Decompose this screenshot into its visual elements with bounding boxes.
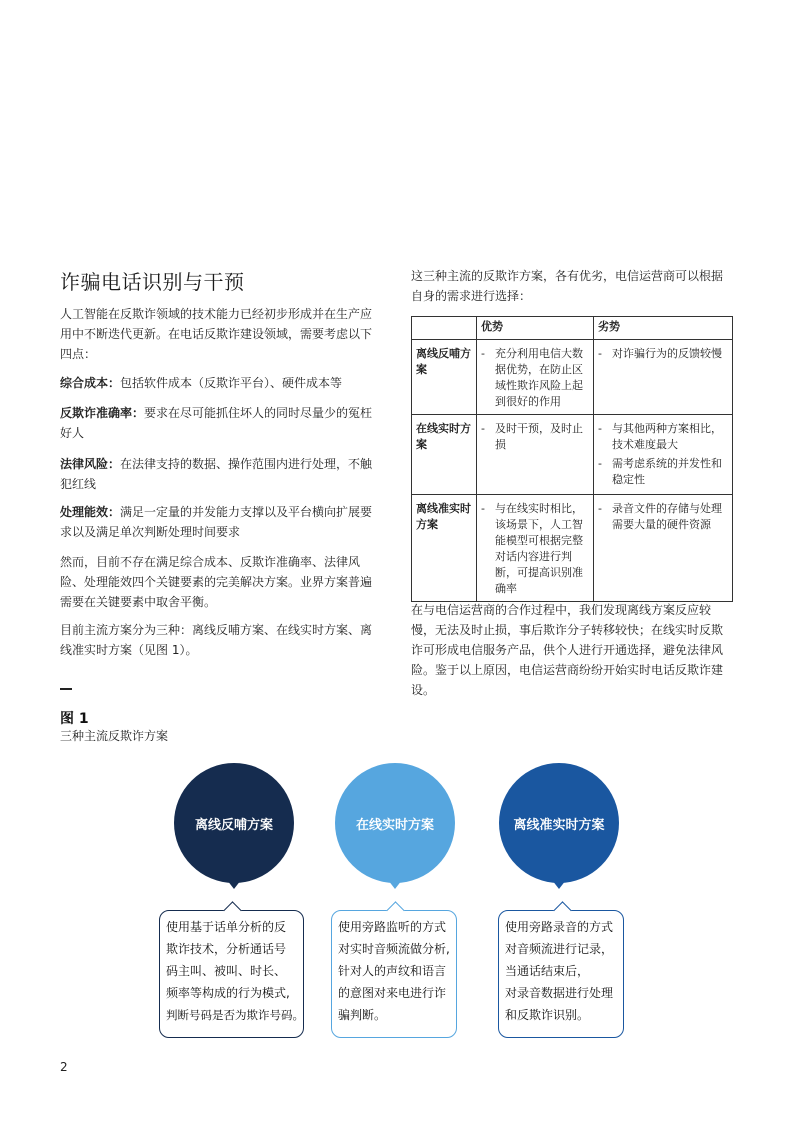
pros-item: 充分利用电信大数据优势，在防止区域性欺诈风险上起到很好的作用: [495, 347, 583, 408]
point-desc: 包括软件成本（反欺诈平台）、硬件成本等: [120, 376, 343, 390]
cons-item: 需考虑系统的并发性和稳定性: [612, 457, 722, 486]
bullet-dash: -: [598, 502, 602, 515]
desc-line: 码主叫、被叫、时长、: [166, 964, 287, 978]
bullet-dash: -: [481, 422, 485, 435]
pointer-triangle: [227, 880, 241, 889]
point-desc: 满足一定量的并发能力支撑以及平台横向扩展要求以及满足单次判断处理时间要求: [60, 505, 373, 539]
desc-line: 和反欺诈识别。: [505, 1008, 590, 1022]
desc-line: 使用基于话单分析的反: [166, 920, 287, 934]
point-legal-risk: [60, 454, 382, 494]
point-term: 综合成本：: [60, 376, 121, 390]
figure-caption: 三种主流反欺诈方案: [60, 729, 169, 743]
table-row: [412, 340, 733, 415]
table-row: [412, 495, 733, 602]
intro-paragraph: 人工智能在反欺诈领域的技术能力已经初步形成并在生产应用中不断迭代更新。在电话反欺诈建设领域，需要考虑以下四点：: [60, 307, 373, 361]
pros-item: 及时干预，及时止损: [495, 422, 583, 451]
scheme-name: 在线实时方案: [355, 817, 434, 833]
table-header-row: [412, 317, 733, 340]
point-desc: 在法律支持的数据、操作范围内进行处理，不触犯红线: [60, 457, 373, 491]
row-cons: [594, 495, 733, 602]
point-desc: 要求在尽可能抓住坏人的同时尽量少的冤枉好人: [60, 406, 373, 440]
scheme-description-card: [331, 910, 457, 1038]
cons-item: 录音文件的存储与处理需要大量的硬件资源: [612, 502, 722, 531]
scheme-description-card: [498, 910, 624, 1038]
desc-line: 频率等构成的行为模式,: [166, 986, 290, 1000]
figure-label: 图 1: [60, 711, 89, 727]
desc-line: 对录音数据进行处理: [505, 986, 614, 1000]
table-intro: 这三种主流的反欺诈方案，各有优劣，电信运营商可以根据自身的需求进行选择：: [411, 269, 724, 303]
table-header-pros: 优势: [477, 317, 594, 340]
point-efficiency: [60, 502, 382, 542]
table-row: [412, 415, 733, 495]
desc-line: 使用旁路监听的方式: [338, 920, 447, 934]
desc-line: 骗判断。: [338, 1008, 387, 1022]
scheme-name: 离线准实时方案: [513, 817, 605, 833]
bullet-dash: -: [481, 347, 485, 360]
row-cons: [594, 340, 733, 415]
scheme-description-card: [159, 910, 304, 1038]
comparison-table: [411, 316, 733, 602]
table-header-cons: 劣势: [594, 317, 733, 340]
pointer-triangle: [388, 880, 402, 889]
page-number: 2: [60, 1060, 68, 1074]
scheme-name: 离线反哺方案: [194, 817, 273, 833]
desc-line: 针对人的声纹和语言: [338, 964, 447, 978]
mainstream-paragraph: 目前主流方案分为三种：离线反哺方案、在线实时方案、离线准实时方案（见图 1）。: [60, 623, 373, 657]
desc-line: 使用旁路录音的方式: [505, 920, 614, 934]
desc-line: 判断号码是否为欺诈号码。: [166, 1008, 304, 1022]
row-cons: [594, 415, 733, 495]
scheme-circle-offline: [174, 763, 294, 883]
conclusion-paragraph: 在与电信运营商的合作过程中，我们发现离线方案反应较慢，无法及时止损，事后欺诈分子转移较快；在线实时反欺诈可形成电信服务产品，供个人进行开通选择，避免法律风险。鉴于以上原因，电信运营商纷纷开始实时电话反欺诈建设。: [411, 603, 724, 697]
bullet-dash: -: [598, 347, 602, 360]
point-term: 法律风险：: [60, 457, 121, 471]
desc-line: 的意图对来电进行诈: [338, 986, 447, 1000]
desc-line: 对音频流进行记录，: [505, 942, 614, 956]
scheme-circle-online: [335, 763, 455, 883]
point-term: 反欺诈准确率：: [60, 406, 145, 420]
row-pros: [477, 415, 594, 495]
balance-paragraph: 然而，目前不存在满足综合成本、反欺诈准确率、法律风险、处理能效四个关键要素的完美解决方案。业界方案普遍需要在关键要素中取舍平衡。: [60, 555, 373, 609]
cons-item: 对诈骗行为的反馈较慢: [612, 347, 722, 360]
desc-line: 欺诈技术，分析通话号: [166, 942, 287, 956]
bullet-dash: -: [481, 502, 485, 515]
point-cost: [60, 373, 382, 393]
figure-divider: [60, 688, 72, 690]
row-scheme-name: 离线准实时方案: [412, 495, 477, 602]
pointer-triangle: [552, 880, 566, 889]
point-term: 处理能效：: [60, 505, 121, 519]
table-header-empty: [412, 317, 477, 340]
row-scheme-name: 在线实时方案: [412, 415, 477, 495]
row-scheme-name: 离线反哺方案: [412, 340, 477, 415]
point-accuracy: [60, 403, 382, 443]
bullet-dash: -: [598, 457, 602, 470]
bullet-dash: -: [598, 422, 602, 435]
desc-line: 对实时音频流做分析,: [338, 942, 450, 956]
cons-item: 与其他两种方案相比，技术难度最大: [612, 422, 722, 451]
desc-line: 当通话结束后，: [505, 964, 590, 978]
section-title: 诈骗电话识别与干预: [60, 270, 245, 294]
scheme-circle-near-realtime: [499, 763, 619, 883]
pros-item: 与在线实时相比，该场景下，人工智能模型可根据完整对话内容进行判断，可提高识别准确率: [495, 502, 583, 595]
row-pros: [477, 340, 594, 415]
row-pros: [477, 495, 594, 602]
